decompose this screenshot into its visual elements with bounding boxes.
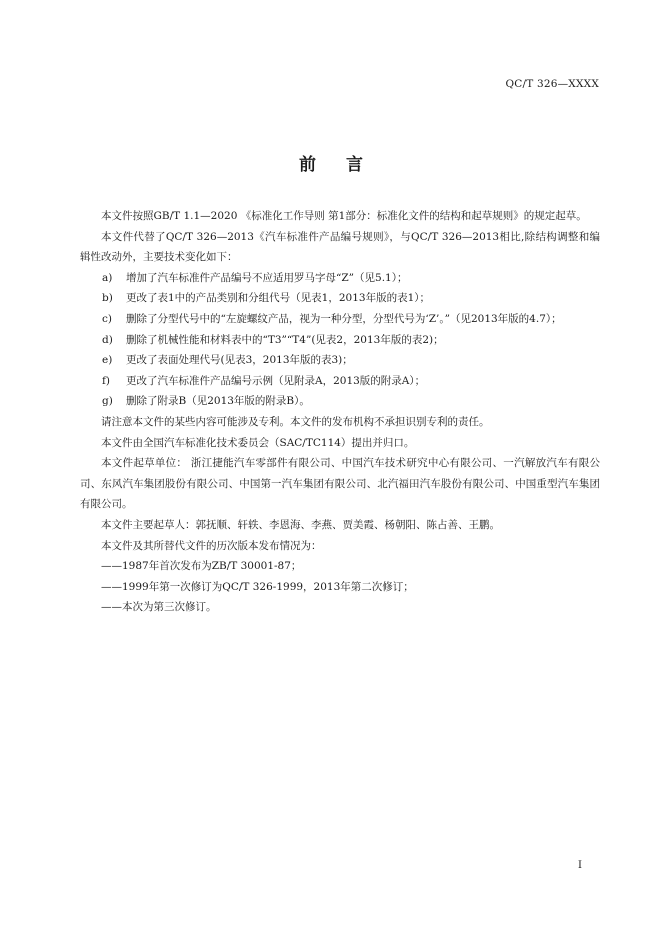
change-marker: a)	[102, 271, 113, 284]
change-item	[80, 268, 600, 289]
change-text: 删除了分型代号中的“左旋螺纹产品，视为一种分型，分型代号为‘Z’。”（见2013年版的4.7）；	[126, 312, 562, 325]
change-marker: f)	[102, 374, 110, 387]
change-item	[80, 350, 600, 371]
change-text: 删除了机械性能和材料表中的“T3”“T4”(见表2，2013年版的表2)；	[126, 333, 444, 346]
change-text: 更改了表面处理代号(见表3，2013年版的表3)；	[126, 354, 353, 367]
paragraph-drafting-units: 本文件起草单位： 浙江捷能汽车零部件有限公司、中国汽车技术研究中心有限公司、一汽解放汽车有限公司、东风汽车集团股份有限公司、中国第一汽车集团有限公司、北汽福田汽车股份有限公司、中国重型汽车集团有限公司。	[80, 457, 600, 511]
change-marker: c)	[102, 312, 112, 325]
foreword-body	[80, 206, 600, 618]
paragraph-patent-notice: 请注意本文件的某些内容可能涉及专利。本文件的发布机构不承担识别专利的责任。	[101, 415, 490, 428]
page-title-char: 言	[346, 155, 393, 175]
history-item: ——1987年首次发布为ZB/T 30001-87；	[101, 560, 302, 573]
paragraph-proposer: 本文件由全国汽车标准化技术委员会（SAC/TC114）提出并归口。	[101, 436, 415, 449]
document-code: QC/T 326—XXXX	[505, 78, 599, 90]
change-text: 更改了表1中的产品类别和分组代号（见表1，2013年版的表1）；	[126, 292, 431, 305]
page-title	[0, 150, 662, 175]
page-number: I	[578, 860, 582, 871]
page-title-char: 前	[299, 155, 346, 175]
change-text: 增加了汽车标准件产品编号不应适用罗马字母“Z”（见5.1）；	[126, 271, 408, 284]
change-marker: d)	[102, 333, 113, 346]
history-item: ——1999年第一次修订为QC/T 326-1999，2013年第二次修订；	[101, 580, 414, 593]
paragraph-drafting-rules: 本文件按照GB/T 1.1—2020 《标准化工作导则 第1部分：标准化文件的结构和起草规则》的规定起草。	[101, 210, 587, 222]
change-item	[80, 391, 600, 412]
change-marker: b)	[102, 292, 113, 305]
change-text: 更改了汽车标准件产品编号示例（见附录A，2013版的附录A）；	[126, 374, 426, 387]
change-marker: e)	[102, 354, 113, 367]
change-item	[80, 330, 600, 351]
change-item	[80, 288, 600, 309]
history-item: ——本次为第三次修订。	[101, 601, 217, 614]
change-text: 删除了附录B（见2013年版的附录B）。	[126, 395, 310, 408]
paragraph-replacement: 本文件代替了QC/T 326—2013《汽车标准件产品编号规则》，与QC/T 326—2013相比,除结构调整和编辑性改动外，主要技术变化如下：	[80, 230, 600, 264]
paragraph-drafters: 本文件主要起草人：郭抚顺、轩轶、李恩海、李燕、贾美霞、杨朝阳、陈占善、王鹏。	[101, 518, 500, 531]
change-item	[80, 371, 600, 392]
change-item	[80, 309, 600, 330]
paragraph-history-intro: 本文件及其所替代文件的历次版本发布情况为：	[101, 539, 322, 552]
change-marker: g)	[102, 395, 113, 408]
